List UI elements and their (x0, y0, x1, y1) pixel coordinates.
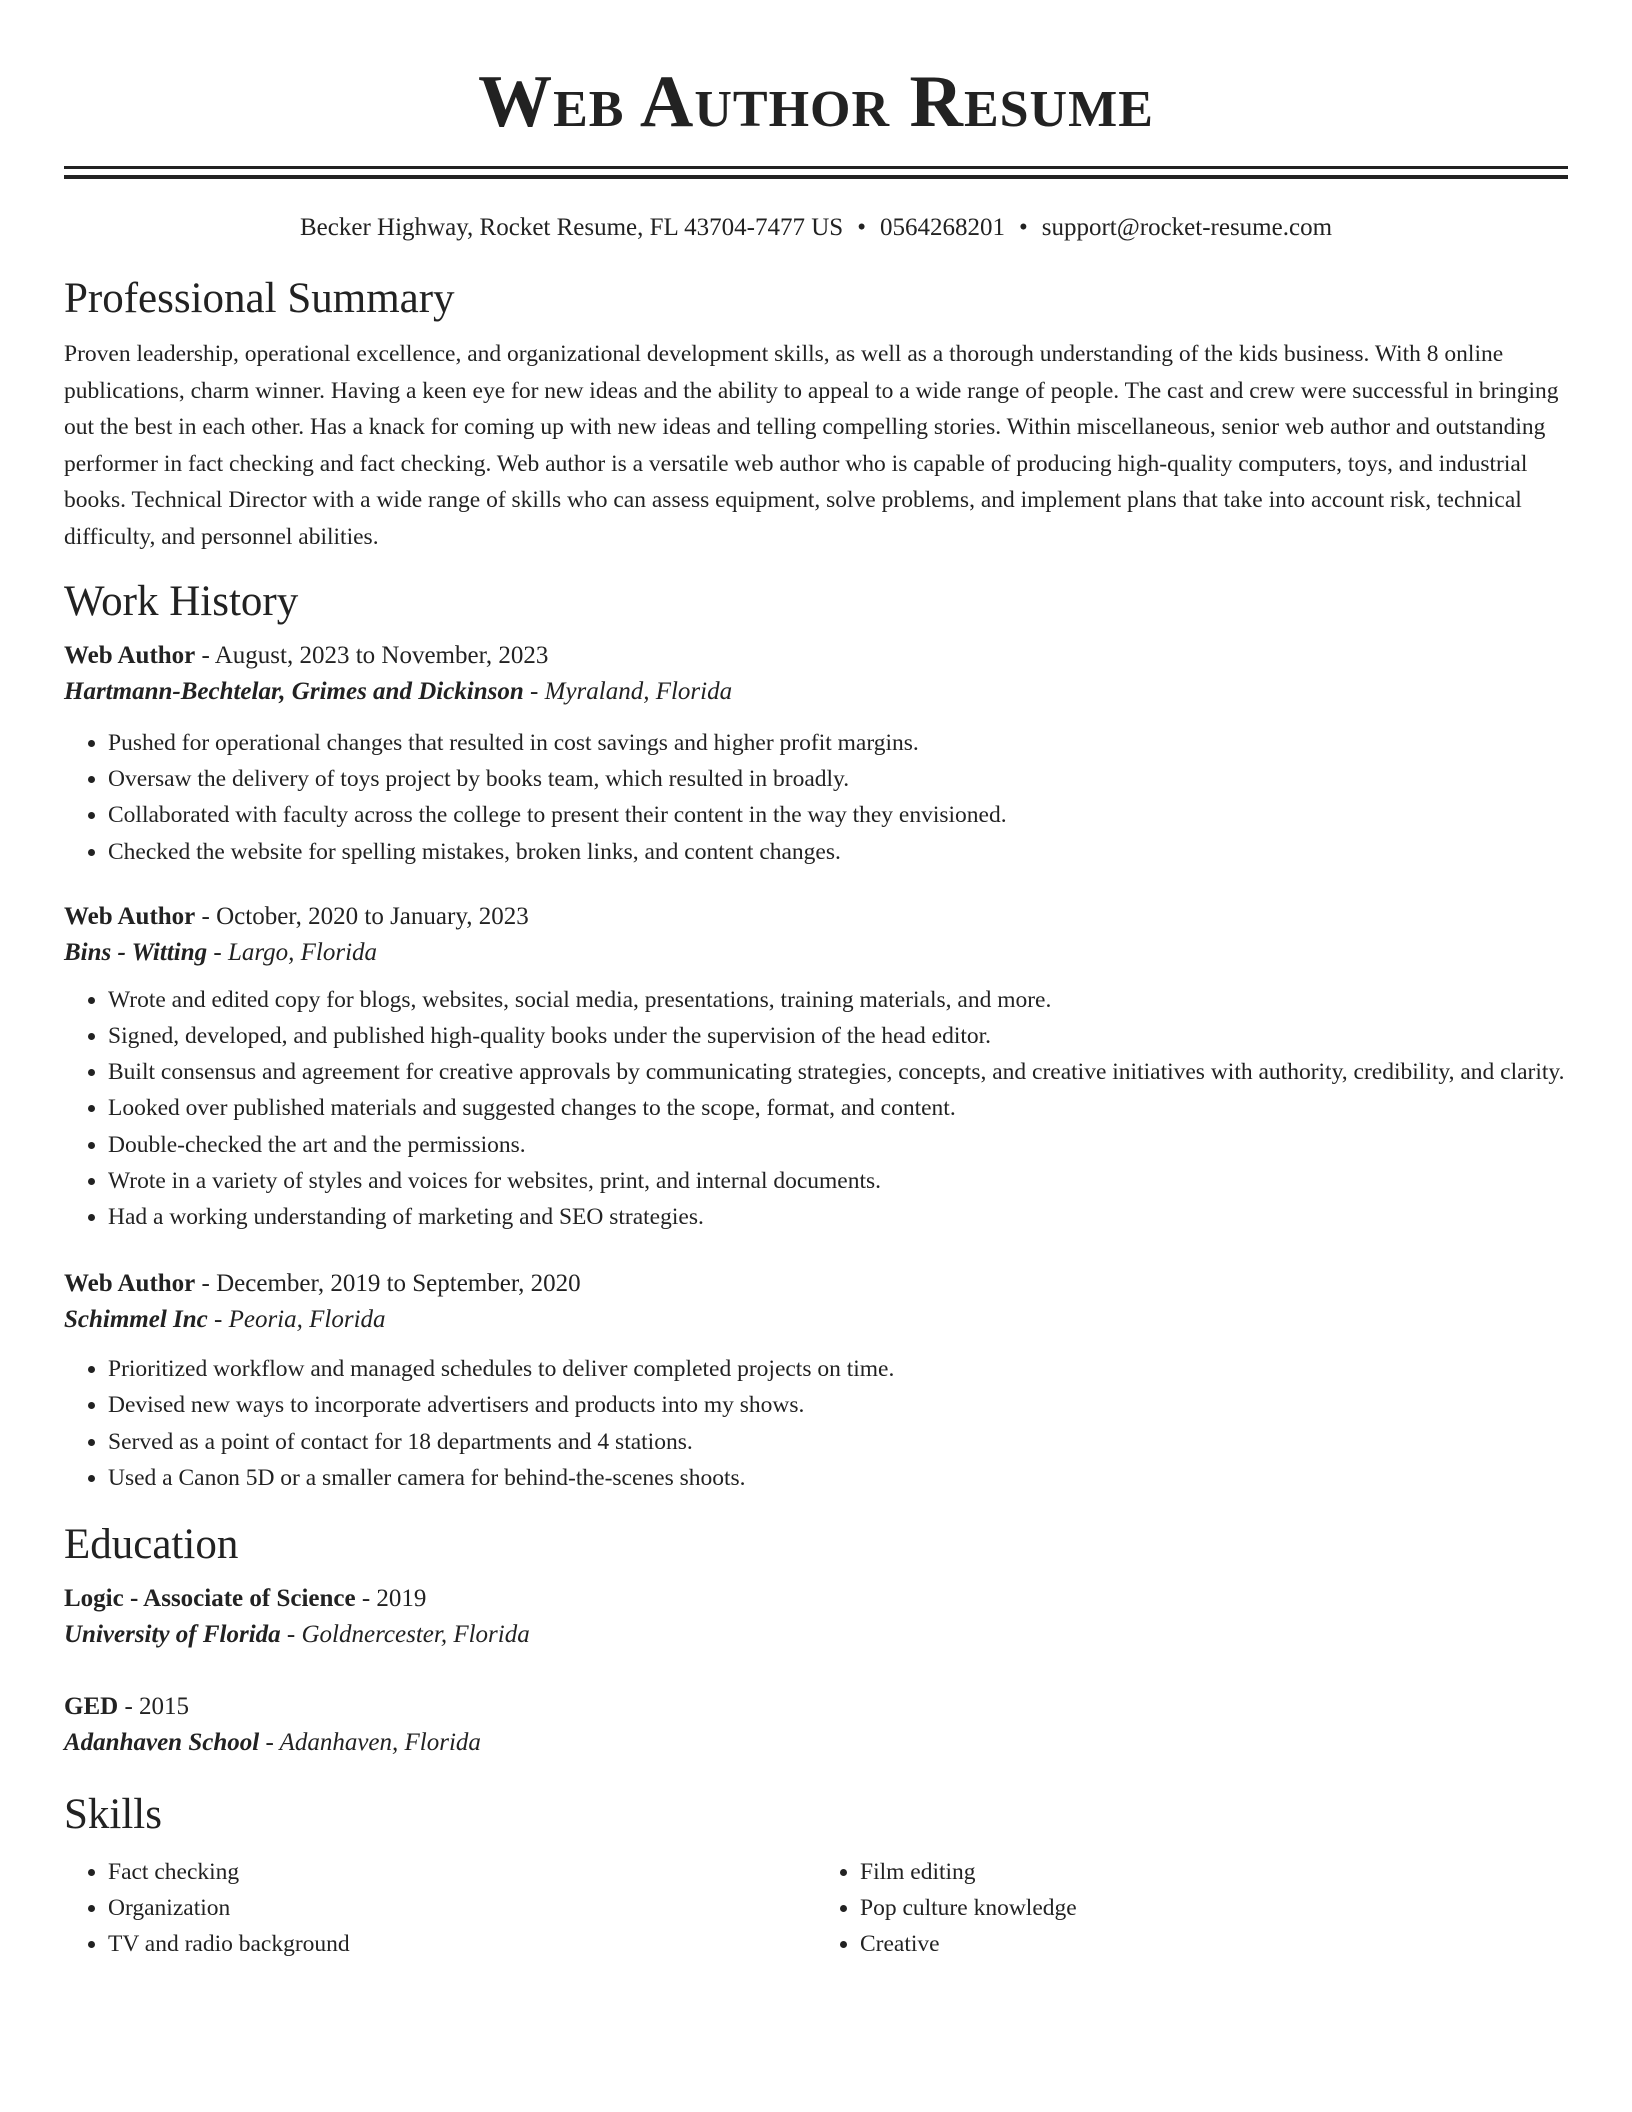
list-item: • Used a Canon 5D or a smaller camera for behind-the-scenes shoots. (108, 1460, 1568, 1496)
job-company-line (64, 673, 1568, 711)
job-bullets (64, 1351, 1568, 1496)
list-item: • Pushed for operational changes that resulted in cost savings and higher profit margins. (108, 725, 1568, 761)
summary-text: Proven leadership, operational excellence, and organizational development skills, as well as a thorough understanding of the kids business. With 8 online publications, charm winner. Having a keen eye for new ideas and the ability to appeal to a wide range of people. The cast and crew were successful in bringing out the best in each other. Has a knack for coming up with new ideas and telling compelling stories. Within miscellaneous, senior web author and outstanding performer in fact checking and fact checking. Web author is a versatile web author who is capable of producing high-quality computers, toys, and industrial books. Technical Director with a wide range of skills who can assess equipment, solve problems, and implement plans that take into account risk, technical difficulty, and personnel abilities. (64, 341, 1559, 550)
contact-separator: • (857, 214, 866, 241)
job-entry (64, 1267, 1568, 1496)
job-dates: - August, 2023 to November, 2023 (195, 642, 549, 669)
skills-list-left (64, 1854, 816, 1963)
job-title: Web Author (64, 642, 196, 669)
list-item: • Checked the website for spelling mistakes, broken links, and content changes. (108, 834, 1568, 870)
list-item: • Had a working understanding of marketing and SEO strategies. (108, 1199, 1568, 1235)
education-entry (64, 1582, 1568, 1654)
list-item: • Looked over published materials and suggested changes to the scope, format, and content. (108, 1090, 1568, 1126)
job-location: - Myraland, Florida (523, 678, 733, 705)
education-school-line (64, 1616, 1568, 1654)
skills-grid (64, 1854, 1568, 1963)
contact-phone: 0564268201 (879, 214, 1005, 241)
job-dates: - October, 2020 to January, 2023 (195, 902, 529, 930)
job-title-line (64, 639, 1568, 673)
job-company-line (64, 1301, 1568, 1339)
skill-item: • Creative (860, 1926, 1568, 1962)
list-item: • Oversaw the delivery of toys project by books team, which resulted in broadly. (108, 761, 1568, 797)
resume-title: Web Author Resume (478, 61, 1154, 143)
job-location: - Peoria, Florida (207, 1306, 386, 1334)
contact-line (64, 213, 1568, 243)
job-entry (64, 900, 1568, 1235)
education-year: - 2019 (355, 1585, 427, 1613)
list-item: • Served as a point of contact for 18 departments and 4 stations. (108, 1424, 1568, 1460)
education-degree: Logic - Associate of Science (64, 1585, 356, 1613)
skill-item: • Organization (108, 1890, 816, 1926)
job-bullets (64, 725, 1568, 870)
list-item: • Devised new ways to incorporate advertisers and products into my shows. (108, 1387, 1568, 1423)
education-school-line (64, 1724, 1568, 1762)
job-dates: - December, 2019 to September, 2020 (195, 1270, 581, 1298)
list-item: • Collaborated with faculty across the college to present their content in the way they envisioned. (108, 797, 1568, 833)
job-bullets (64, 982, 1568, 1235)
education-location: - Adanhaven, Florida (259, 1729, 481, 1757)
education-entry (64, 1690, 1568, 1762)
contact-address: Becker Highway, Rocket Resume, FL 43704-7477 US (299, 214, 844, 241)
education-year: - 2015 (118, 1693, 190, 1721)
contact-separator: • (1018, 214, 1028, 241)
list-item: • Double-checked the art and the permissions. (108, 1127, 1568, 1163)
skills-list-right (816, 1854, 1568, 1963)
job-title-line (64, 900, 1568, 934)
list-item: • Built consensus and agreement for creative approvals by communicating strategies, concepts, and creative initiatives with authority, credibility, and clarity. (108, 1054, 1568, 1090)
education-school: University of Florida (64, 1621, 281, 1649)
job-entry (64, 639, 1568, 870)
skill-item: • TV and radio background (108, 1926, 816, 1962)
job-title-line (64, 1267, 1568, 1301)
resume-page (64, 0, 1568, 1963)
job-company: Schimmel Inc (64, 1306, 208, 1334)
skill-item: • Fact checking (108, 1854, 816, 1890)
contact-email[interactable]: support@rocket-resume.com (1041, 214, 1333, 241)
education-school: Adanhaven School (64, 1729, 260, 1757)
job-company: Hartmann-Bechtelar, Grimes and Dickinson (64, 678, 524, 705)
work-history-heading: Work History (64, 578, 299, 625)
list-item: • Signed, developed, and published high-quality books under the supervision of the head editor. (108, 1018, 1568, 1054)
education-heading: Education (64, 1521, 239, 1569)
education-degree-line (64, 1582, 1568, 1616)
job-location: - Largo, Florida (207, 938, 378, 966)
list-item: • Wrote and edited copy for blogs, websites, social media, presentations, training materials, and more. (108, 982, 1568, 1018)
skills-heading: Skills (64, 1791, 162, 1839)
job-company-line (64, 934, 1568, 972)
skill-item: • Film editing (860, 1854, 1568, 1890)
summary-heading: Professional Summary (64, 275, 455, 322)
list-item: • Prioritized workflow and managed schedules to deliver completed projects on time. (108, 1351, 1568, 1387)
job-title: Web Author (64, 1270, 196, 1298)
education-degree-line (64, 1690, 1568, 1724)
list-item: • Wrote in a variety of styles and voices for websites, print, and internal documents. (108, 1163, 1568, 1199)
education-degree: GED (64, 1693, 119, 1721)
job-title: Web Author (64, 902, 196, 930)
job-company: Bins - Witting (64, 938, 208, 966)
education-location: - Goldnercester, Florida (280, 1621, 530, 1649)
header-double-rule (64, 166, 1568, 179)
skill-item: • Pop culture knowledge (860, 1890, 1568, 1926)
